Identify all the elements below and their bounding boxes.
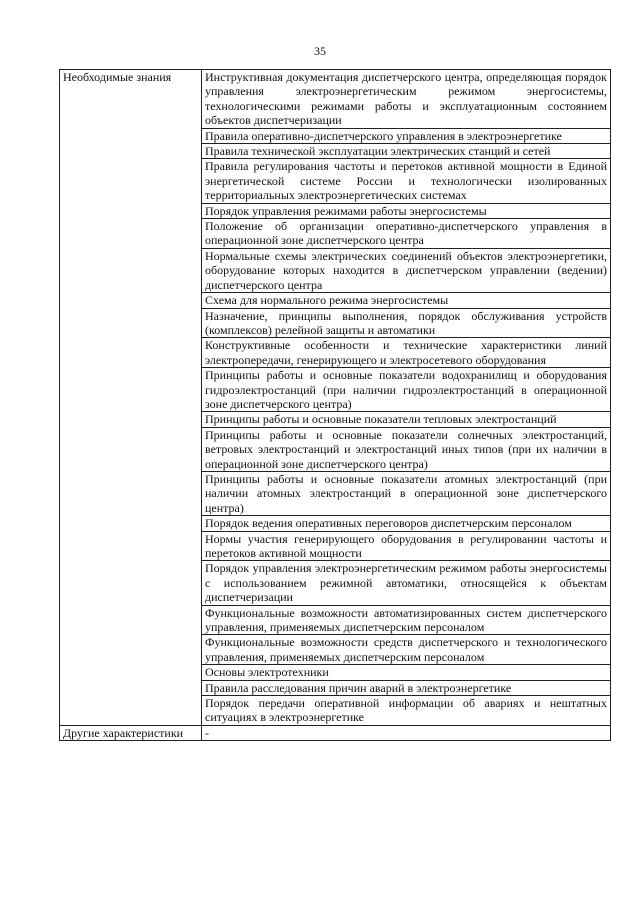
requirement-item: Нормы участия генерирующего оборудования в регулировании частоты и перетоков активной мощности <box>202 531 611 561</box>
requirement-item: Конструктивные особенности и технические характеристики линий электропередачи, генерирующего и электросетевого оборудования <box>202 338 611 368</box>
table-row <box>60 725 611 740</box>
requirement-item: Порядок управления электроэнергетическим режимом работы энергосистемы с использованием режимной автоматики, относящейся к объектам диспетчеризации <box>202 561 611 605</box>
requirement-item: Порядок управления режимами работы энергосистемы <box>202 203 611 218</box>
requirement-item: Принципы работы и основные показатели атомных электростанций (при наличии атомных электростанций в операционной зоне диспетчерского центра) <box>202 471 611 515</box>
page-number: 35 <box>314 44 326 58</box>
requirement-item: - <box>202 725 611 740</box>
requirement-item: Инструктивная документация диспетчерского центра, определяющая порядок управления электроэнергетическим режимом энергосистемы, технологическими режимами работы и эксплуатационным состоянием объектов диспетчеризации <box>202 70 611 129</box>
requirement-item: Порядок передачи оперативной информации об авариях и нештатных ситуациях в электроэнергетике <box>202 696 611 726</box>
requirement-item: Принципы работы и основные показатели водохранилищ и оборудования гидроэлектростанций (при наличии гидроэлектростанций в операционной зоне диспетчерского центра) <box>202 368 611 412</box>
section-label: Необходимые знания <box>60 70 202 726</box>
section-label: Другие характеристики <box>60 725 202 740</box>
requirement-item: Правила технической эксплуатации электрических станций и сетей <box>202 144 611 159</box>
requirements-table <box>59 69 611 741</box>
requirement-item: Основы электротехники <box>202 665 611 680</box>
requirement-item: Положение об организации оперативно-диспетчерского управления в операционной зоне диспетчерского центра <box>202 219 611 249</box>
requirement-item: Правила регулирования частоты и перетоков активной мощности в Единой энергетической системе России и технологически изолированных территориальных электроэнергетических системах <box>202 159 611 203</box>
requirement-item: Назначение, принципы выполнения, порядок обслуживания устройств (комплексов) релейной защиты и автоматики <box>202 308 611 338</box>
table-row <box>60 70 611 129</box>
requirement-item: Функциональные возможности автоматизированных систем диспетчерского управления, применяемых диспетчерским персоналом <box>202 605 611 635</box>
requirement-item: Схема для нормального режима энергосистемы <box>202 293 611 308</box>
requirement-item: Правила расследования причин аварий в электроэнергетике <box>202 680 611 695</box>
requirement-item: Правила оперативно-диспетчерского управления в электроэнергетике <box>202 128 611 143</box>
requirement-item: Принципы работы и основные показатели солнечных электростанций, ветровых электростанций и электростанций иных типов (при их наличии в операционной зоне диспетчерского центра) <box>202 427 611 471</box>
requirement-item: Функциональные возможности средств диспетчерского и технологического управления, применяемых диспетчерским персоналом <box>202 635 611 665</box>
requirement-item: Порядок ведения оперативных переговоров диспетчерским персоналом <box>202 516 611 531</box>
requirement-item: Принципы работы и основные показатели тепловых электростанций <box>202 412 611 427</box>
requirement-item: Нормальные схемы электрических соединений объектов электроэнергетики, оборудование которых находится в диспетчерском управлении (ведении) диспетчерского центра <box>202 248 611 292</box>
